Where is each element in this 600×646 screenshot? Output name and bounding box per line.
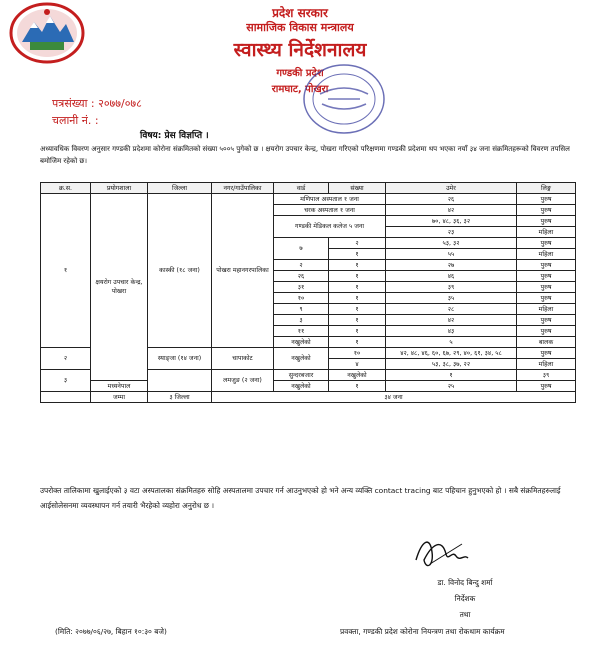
- cell-sn: ३: [41, 370, 91, 392]
- signatory-name: डा. विनोद बिन्दु शर्मा: [437, 578, 493, 587]
- cell-age: ३५: [386, 293, 517, 304]
- cell-count: १: [329, 326, 386, 337]
- cell-ward: ९: [274, 304, 329, 315]
- cell-count: १: [329, 381, 386, 392]
- table-row: [41, 381, 576, 392]
- header-province: गण्डकी प्रदेश: [276, 68, 324, 79]
- cell-count: १: [329, 282, 386, 293]
- cell-age: ४२: [386, 315, 517, 326]
- cell-age: ३९: [517, 370, 576, 381]
- cell-ward: ३: [274, 315, 329, 326]
- cell-sex: महिला: [517, 359, 576, 370]
- cell-count: १०: [329, 348, 386, 359]
- cell-sex: महिला: [517, 304, 576, 315]
- signatory-block: [400, 575, 530, 623]
- table-row: [41, 194, 576, 205]
- cell-district-kaski: कास्की (१८ जना): [148, 194, 212, 348]
- cell-age: ५५: [386, 249, 517, 260]
- cell-ward: गण्डकी मेडिकल कलेज ५ जना: [274, 216, 386, 238]
- cell-age: ३९: [386, 282, 517, 293]
- cell-sex: पुरुष: [517, 293, 576, 304]
- cell-municipality: सुन्दरबजार: [274, 370, 329, 381]
- cell-age: २३: [386, 227, 517, 238]
- cell-count: १: [386, 370, 517, 381]
- cell-ward: नखुलेको: [274, 337, 329, 348]
- cell-count: १: [329, 337, 386, 348]
- cell-district-syangja: स्याङ्जा (१४ जना): [148, 348, 212, 370]
- th-sn: क्र.स.: [41, 183, 91, 194]
- cell-sex: महिला: [517, 227, 576, 238]
- dispatch-number: चलानी नं. :: [52, 114, 99, 127]
- cell-age: ५: [386, 337, 517, 348]
- cell-count: १: [329, 260, 386, 271]
- table-header-row: [41, 183, 576, 194]
- cell-count: १: [329, 304, 386, 315]
- closing-paragraph: उपरोक्त तालिकामा खुलाईएको ३ वटा अस्पतालका संक्रमितहरु सोहि अस्पतालमा उपचार गर्न आउनुभएको हो भने अन्य व्यक्ति contact tracing बाट पहिचान हुनुभएको हो । सबै संक्रमितहरुलाई आईसोलेसनमा व्यवस्थापन गर्न तयारी भैरहेको व्यहोरा अनुरोध छ ।: [40, 486, 561, 510]
- cell-age: ५३, ३८, ३७, २२: [386, 359, 517, 370]
- th-district: जिल्ला: [148, 183, 212, 194]
- th-age: उमेर: [386, 183, 517, 194]
- cell-sex: पुरुष: [517, 205, 576, 216]
- release-date: (मिति: २०७७/०६/२७, बिहान १०:३० बजे): [55, 627, 167, 636]
- cell-blank: [148, 370, 212, 392]
- cell-age: २६: [386, 194, 517, 205]
- cell-lab: क्षयरोग उपचार केन्द्र, पोखरा: [91, 194, 148, 381]
- cell-ward: १०: [274, 293, 329, 304]
- cell-municipality-chapakot: चापाकोट: [212, 348, 274, 370]
- cell-age: ४२: [386, 205, 517, 216]
- intro-paragraph: अध्यावधिक विवरण अनुसार गण्डकी प्रदेशमा कोरोना संक्रमितको संख्या ५००५ पुगेको छ । क्षयरोग उपचार केन्द्र, पोखरा गरिएको परिक्षणमा गण्डकी प्रदेशमा थप भएका नयाँ ३४ जना संक्रमितहरूको विवरण तपसिल बमोजिम रहेको छ।: [40, 145, 570, 165]
- cell-sex: बालक: [517, 337, 576, 348]
- subject-line: विषय: प्रेस विज्ञप्ति ।: [140, 131, 209, 141]
- cell-age: ५३, ३२: [386, 238, 517, 249]
- cell-total-districts: ३ जिल्ला: [148, 392, 212, 403]
- reference-number: पत्रसंख्या : २०७७/०७८: [52, 97, 142, 110]
- cell-sex: पुरुष: [517, 326, 576, 337]
- cell-municipality-pokhara: पोखरा महानगरपालिका: [212, 194, 274, 348]
- th-sex: लिङ्ग: [517, 183, 576, 194]
- cell-age: २७: [386, 260, 517, 271]
- spokesperson-line: प्रवक्ता, गण्डकी प्रदेश कोरोना नियन्त्रण तथा रोकथाम कार्यक्रम: [340, 627, 505, 636]
- signatory-conjunction: तथा: [459, 610, 471, 619]
- cell-count: १: [329, 293, 386, 304]
- cell-ward: नखुलेको: [274, 348, 329, 370]
- cell-ward: २६: [274, 271, 329, 282]
- cell-ward: ११: [274, 326, 329, 337]
- cell-ward: मणिपाल अस्पताल १ जना: [274, 194, 386, 205]
- cases-table: [40, 182, 576, 403]
- th-municipality: नगर/गाउँपालिका: [212, 183, 274, 194]
- cell-age: ४३: [386, 326, 517, 337]
- cell-age: ४६: [386, 271, 517, 282]
- cell-count: ४: [329, 359, 386, 370]
- cell-sex: महिला: [517, 249, 576, 260]
- cell-ward: चरक अस्पताल १ जना: [274, 205, 386, 216]
- header-address: रामघाट, पोखरा: [271, 84, 329, 95]
- cell-count: १: [329, 271, 386, 282]
- cell-district-lamjung: लमजुङ (२ जना): [212, 370, 274, 392]
- cell-sex: पुरुष: [517, 315, 576, 326]
- cell-age: ४२, ४८, ४६, ६०, ६७, २९, ४०, ६१, ३४, ५८: [386, 348, 517, 359]
- cell-age: २५: [386, 381, 517, 392]
- cell-sex: पुरुष: [517, 260, 576, 271]
- th-lab: प्रयोगशाला: [91, 183, 148, 194]
- handwritten-signature: [412, 530, 472, 574]
- cell-ward: नखुलेको: [329, 370, 386, 381]
- cell-sex: पुरुष: [517, 238, 576, 249]
- cell-sex: पुरुष: [517, 216, 576, 227]
- cell-ward: ३१: [274, 282, 329, 293]
- header-province-gov: प्रदेश सरकार: [272, 6, 328, 20]
- cell-age: ७०, ४८, ३६, ३२: [386, 216, 517, 227]
- th-ward: वार्ड: [274, 183, 329, 194]
- official-seal-stamp: [298, 60, 390, 138]
- cell-count: १: [329, 315, 386, 326]
- cell-blank: [41, 392, 91, 403]
- cell-sex: पुरुष: [517, 271, 576, 282]
- cell-sn: १: [41, 194, 91, 348]
- cell-sn: २: [41, 348, 91, 370]
- cell-sex: पुरुष: [517, 282, 576, 293]
- cell-sex: पुरुष: [517, 381, 576, 392]
- table-total-row: [41, 392, 576, 403]
- cell-count: २: [329, 238, 386, 249]
- cell-ward: ७: [274, 238, 329, 260]
- cell-municipality: मध्यनेपाल: [91, 381, 148, 392]
- cell-total-label: जम्मा: [91, 392, 148, 403]
- cell-count: १: [329, 249, 386, 260]
- cell-ward: नखुलेको: [274, 381, 329, 392]
- th-count: संख्या: [329, 183, 386, 194]
- header-ministry: सामाजिक विकास मन्त्रालय: [246, 21, 354, 34]
- header-directorate: स्वास्थ्य निर्देशनालय: [233, 39, 367, 61]
- signatory-title: निर्देशक: [454, 594, 476, 603]
- cell-sex: पुरुष: [517, 348, 576, 359]
- cell-total-count: ३४ जना: [212, 392, 576, 403]
- cell-age: २८: [386, 304, 517, 315]
- cell-sex: पुरुष: [517, 194, 576, 205]
- cell-ward: २: [274, 260, 329, 271]
